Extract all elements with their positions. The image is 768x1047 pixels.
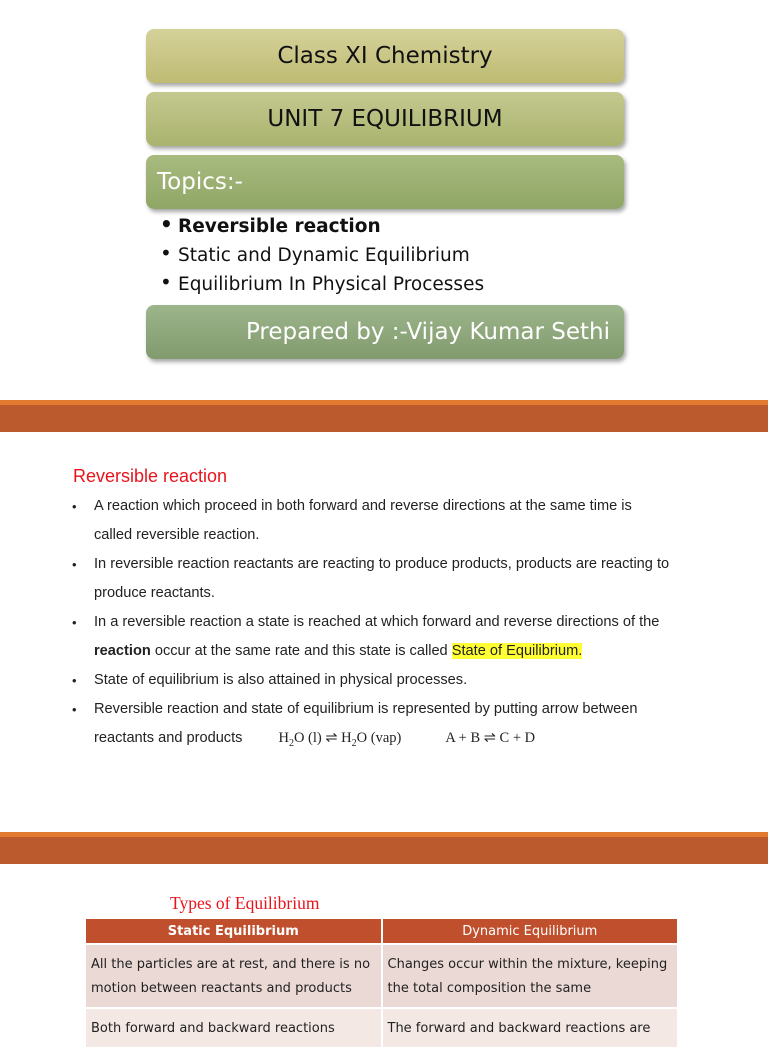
bullet-text: In a reversible reaction a state is reached at which forward and reverse directions of the [94, 614, 660, 630]
topics-list [158, 212, 484, 299]
title-slide [0, 0, 768, 400]
topic-item: • Reversible reaction [158, 212, 484, 241]
bullet-item: • State of equilibrium is also attained in physical processes. [70, 666, 670, 695]
slide-divider [0, 832, 768, 864]
bullet-item: • A reaction which proceed in both forward and reverse directions at the same time is called reversible reaction. [70, 492, 670, 550]
comparison-table [86, 919, 677, 1047]
bullet-text: Reversible reaction and state of equilibrium is represented by putting arrow between reactants and products [94, 701, 638, 746]
bullet-item [70, 695, 670, 758]
reversible-reaction-slide [0, 432, 768, 832]
eq-text: O (vap) [356, 730, 402, 746]
table-row [86, 1008, 677, 1047]
eq-text: O (l) [293, 730, 326, 746]
eq-text: H [278, 730, 289, 746]
equation-water [278, 730, 402, 749]
bullet-text: occur at the same rate and this state is called [150, 643, 452, 659]
author-box [146, 305, 624, 359]
equation-generic [445, 730, 535, 746]
equilibrium-arrow-icon: ⇌ [325, 730, 338, 746]
slide-title: Reversible reaction [73, 466, 228, 486]
bullet-item [70, 608, 670, 666]
table-cell: All the particles are at rest, and there is no motion between reactants and products [86, 944, 382, 1008]
highlighted-term: State of Equilibrium. [451, 643, 583, 659]
eq-text: A + B [445, 730, 484, 746]
eq-text: C + D [495, 730, 536, 746]
topic-item: • Static and Dynamic Equilibrium [158, 241, 484, 270]
eq-subscript: 2 [288, 737, 294, 749]
bold-term: reaction [94, 643, 151, 659]
table-cell: Both forward and backward reactions [86, 1008, 382, 1047]
bullet-list [70, 492, 670, 758]
course-title: Class XI Chemistry [277, 43, 493, 69]
topics-heading: Topics:- [157, 169, 243, 195]
prepared-by: Prepared by :-Vijay Kumar Sethi [245, 319, 610, 345]
topic-item: • Equilibrium In Physical Processes [158, 270, 484, 299]
slide-divider [0, 400, 768, 432]
table-cell: Changes occur within the mixture, keeping the total composition the same [382, 944, 678, 1008]
table-row [86, 944, 677, 1008]
eq-subscript: 2 [351, 737, 357, 749]
column-header: Static Equilibrium [86, 919, 382, 944]
eq-text: H [337, 730, 352, 746]
equilibrium-arrow-icon: ⇌ [483, 730, 496, 746]
bullet-item: • In reversible reaction reactants are reacting to produce products, products are reacting to produce reactants. [70, 550, 670, 608]
slide-title: Types of Equilibrium [170, 893, 320, 913]
types-of-equilibrium-slide [0, 864, 768, 1036]
column-header: Dynamic Equilibrium [382, 919, 678, 944]
table-cell: The forward and backward reactions are [382, 1008, 678, 1047]
topics-heading-box [146, 155, 624, 209]
unit-title: UNIT 7 EQUILIBRIUM [267, 106, 503, 132]
course-title-box [146, 29, 624, 83]
unit-title-box [146, 92, 624, 146]
table-header-row [86, 919, 677, 944]
